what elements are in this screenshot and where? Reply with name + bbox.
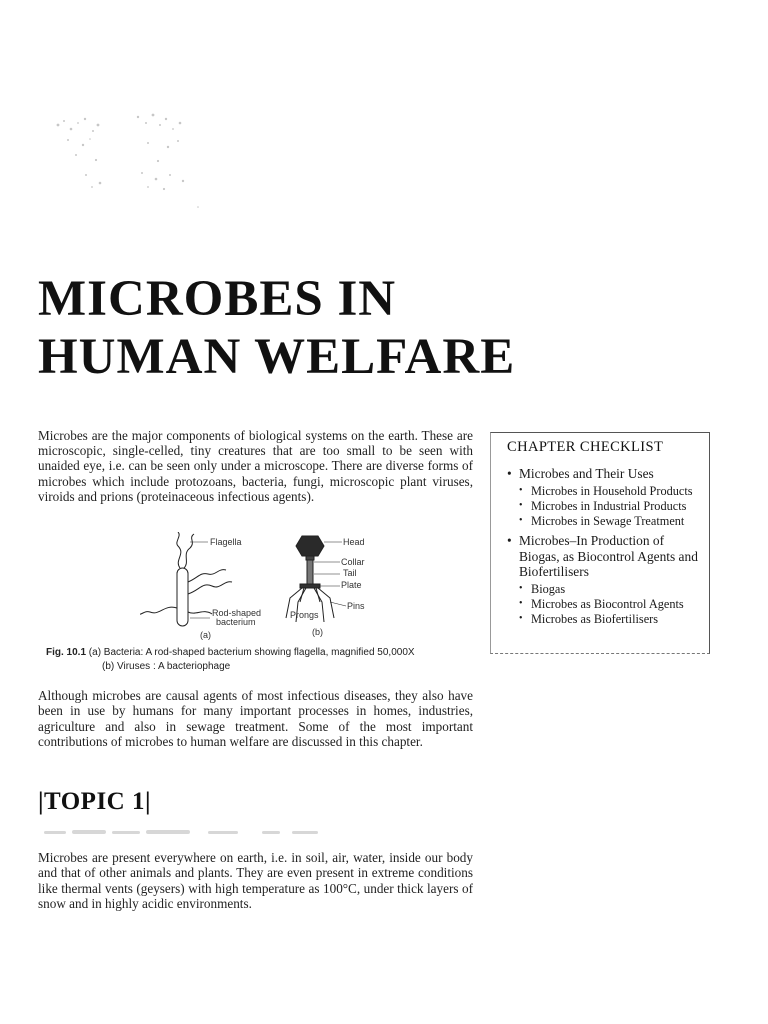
label-rod-shaped: Rod-shaped: [212, 608, 262, 618]
checklist-item: • Microbes as Biocontrol Agents: [517, 597, 703, 611]
chapter-checklist: [490, 432, 710, 654]
caption-line-2: (b) Viruses : A bacteriophage: [102, 661, 231, 672]
label-head: Head: [343, 537, 365, 547]
label-plate: Plate: [341, 580, 362, 590]
faded-subheading-mark: [42, 825, 332, 841]
label-prongs: Prongs: [290, 610, 319, 620]
label-collar: Collar: [341, 557, 365, 567]
checklist-title: CHAPTER CHECKLIST: [507, 439, 664, 455]
label-b: (b): [312, 627, 323, 637]
topic-heading: |TOPIC 1|: [38, 788, 151, 815]
intro-paragraph: Microbes are the major components of biological systems on the earth. These are microscopic, single-celled, tiny creatures that are too small to be seen with unaided eye, i.e. can be seen only under a microscope. There are diverse forms of microbes which include protozoans, bacteria, fungi, microscopic plant viruses, viroids and prions (proteinaceous infectious agents).: [38, 428, 473, 504]
caption-line-1: (a) Bacteria: A rod-shaped bacterium showing flagella, magnified 50,000X: [88, 647, 415, 658]
chapter-title-line-1: MICROBES IN: [38, 271, 397, 327]
checklist-item: • Microbes in Sewage Treatment: [517, 514, 703, 528]
chapter-title-line-2: HUMAN WELFARE: [38, 329, 516, 385]
body-paragraph-3: Microbes are present everywhere on earth, i.e. in soil, air, water, inside our body and that of other animals and plants. They are even present in extreme conditions like thermal vents (geysers) with high temperature as 100°C, under thick layers of snow and in highly acidic environments.: [38, 850, 473, 912]
checklist-item: • Microbes in Household Products: [517, 484, 703, 498]
body-paragraph-2: Although microbes are causal agents of most infectious diseases, they also have been in use by humans for many important processes in homes, industries, agriculture and also in sewage treatment. Some of the most important contributions of microbes to human welfare are discussed in this chapter.: [38, 688, 473, 750]
figure-number: Fig. 10.1: [46, 647, 87, 658]
faded-chapter-number: [38, 95, 218, 225]
chapter-title: [38, 270, 515, 386]
checklist-section-2: • Microbes–In Production of Biogas, as Biocontrol Agents and Biofertilisers: [507, 533, 703, 580]
checklist-item: • Microbes as Biofertilisers: [517, 612, 703, 626]
checklist-item: • Biogas: [517, 582, 703, 596]
label-a: (a): [200, 630, 211, 640]
label-pins: Pins: [347, 601, 365, 611]
label-flagella: Flagella: [210, 537, 242, 547]
checklist-item: • Microbes in Industrial Products: [517, 499, 703, 513]
figure-bacteria-virus: [140, 532, 400, 642]
label-tail: Tail: [343, 568, 357, 578]
figure-caption: [46, 646, 486, 674]
checklist-section-1: • Microbes and Their Uses: [507, 466, 703, 482]
label-bacterium: bacterium: [216, 617, 256, 627]
